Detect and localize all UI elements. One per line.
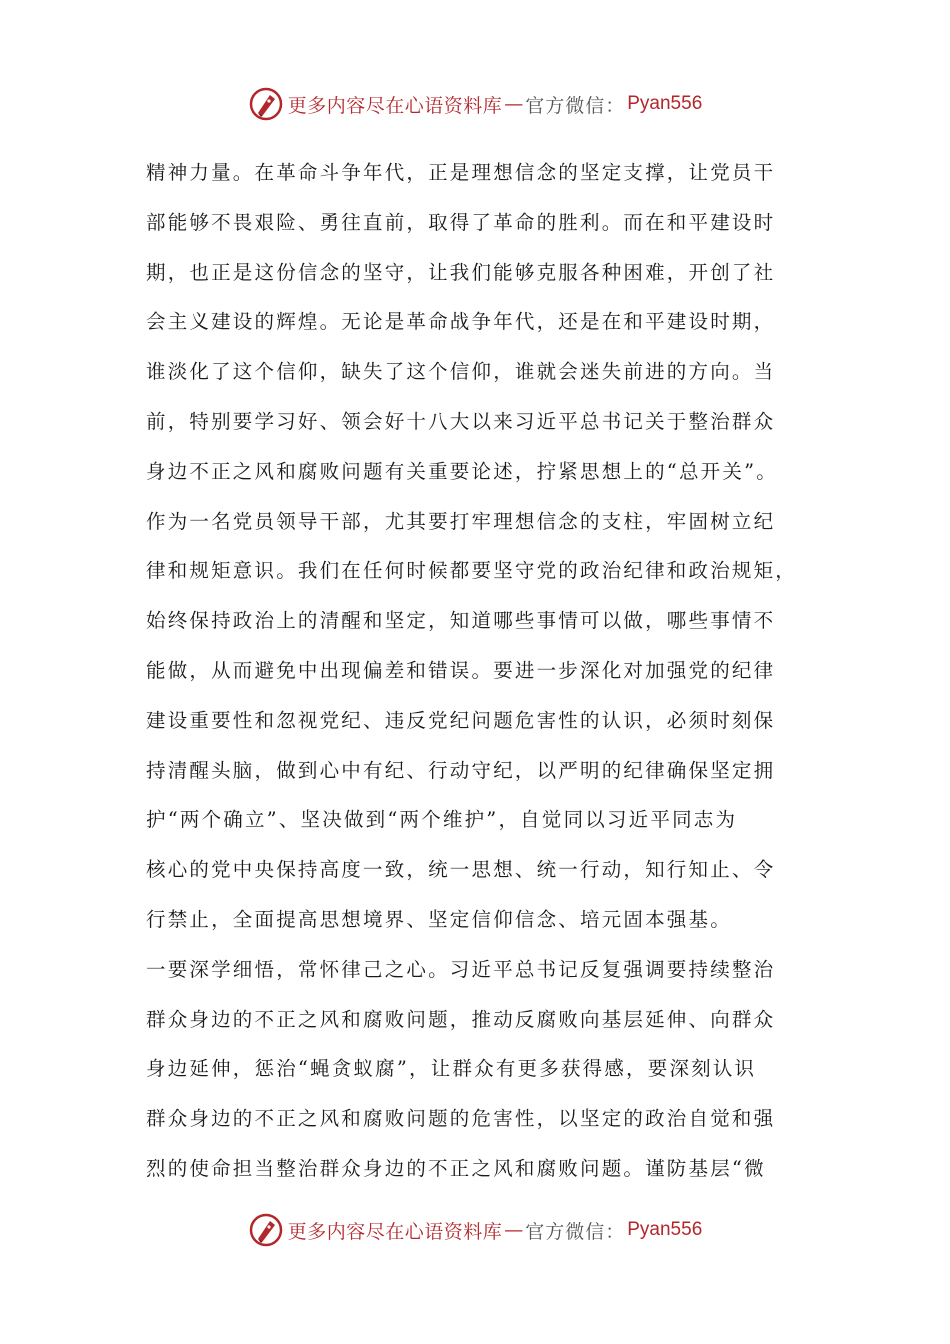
text-line: 护“两个确立”、坚决做到“两个维护”，自觉同以习近平同志为 xyxy=(146,808,738,832)
text-line: 会主义建设的辉煌。无论是革命战争年代，还是在和平建设时期， xyxy=(146,310,776,334)
text-line: 群众身边的不正之风和腐败问题的危害性，以坚定的政治自觉和强 xyxy=(146,1107,776,1131)
header-wechat-id: Pyan556 xyxy=(627,93,703,114)
header-official-label: 官方微信： xyxy=(525,94,626,117)
text-line: 前，特别要学习好、领会好十八大以来习近平总书记关于整治群众 xyxy=(146,409,776,433)
text-line: 始终保持政治上的清醒和坚定，知道哪些事情可以做，哪些事情不 xyxy=(146,609,776,633)
text-line: 一要深学细悟，常怀律己之心。习近平总书记反复强调要持续整治 xyxy=(146,957,776,981)
text-line: 烈的使命担当整治群众身边的不正之风和腐败问题。谨防基层“微 xyxy=(146,1156,766,1180)
footer-banner-text xyxy=(288,1217,703,1244)
text-line: 部能够不畏艰险、勇往直前，取得了革命的胜利。而在和平建设时 xyxy=(146,210,776,234)
text-line: 期，也正是这份信念的坚守，让我们能够克服各种困难，开创了社 xyxy=(146,260,776,284)
text-line: 行禁止，全面提高思想境界、坚定信仰信念、培元固本强基。 xyxy=(146,907,732,931)
footer-banner xyxy=(0,1210,950,1250)
footer-wechat-id: Pyan556 xyxy=(627,1219,703,1240)
document-body xyxy=(146,148,806,1194)
header-dash: — xyxy=(504,93,524,115)
header-banner xyxy=(0,84,950,124)
text-line: 谁淡化了这个信仰，缺失了这个信仰，谁就会迷失前进的方向。当 xyxy=(146,360,776,384)
text-line: 能做，从而避免中出现偏差和错误。要进一步深化对加强党的纪律 xyxy=(146,658,776,682)
text-line: 群众身边的不正之风和腐败问题，推动反腐败向基层延伸、向群众 xyxy=(146,1007,776,1031)
header-banner-text xyxy=(288,91,703,118)
text-line: 作为一名党员领导干部，尤其要打牢理想信念的支柱，牢固树立纪 xyxy=(146,509,776,533)
footer-official-label: 官方微信： xyxy=(525,1220,626,1243)
text-line: 建设重要性和忽视党纪、违反党纪问题危害性的认识，必须时刻保 xyxy=(146,708,776,732)
text-line: 身边不正之风和腐败问题有关重要论述，拧紧思想上的“总开关”。 xyxy=(146,459,778,483)
pen-nib-logo-icon xyxy=(248,1212,284,1248)
text-line: 核心的党中央保持高度一致，统一思想、统一行动，知行知止、令 xyxy=(146,858,776,882)
footer-dash: — xyxy=(504,1219,524,1241)
text-line: 律和规矩意识。我们在任何时候都要坚守党的政治纪律和政治规矩， xyxy=(146,559,798,583)
text-line: 精神力量。在革命斗争年代，正是理想信念的坚定支撑，让党员干 xyxy=(146,161,776,184)
header-brand: 更多内容尽在心语资料库 xyxy=(287,94,503,117)
text-line: 身边延伸，惩治“蝇贪蚁腐”，让群众有更多获得感，要深刻认识 xyxy=(146,1057,757,1081)
text-line: 持清醒头脑，做到心中有纪、行动守纪，以严明的纪律确保坚定拥 xyxy=(146,758,776,782)
footer-brand: 更多内容尽在心语资料库 xyxy=(287,1220,503,1243)
pen-nib-logo-icon xyxy=(248,86,284,122)
